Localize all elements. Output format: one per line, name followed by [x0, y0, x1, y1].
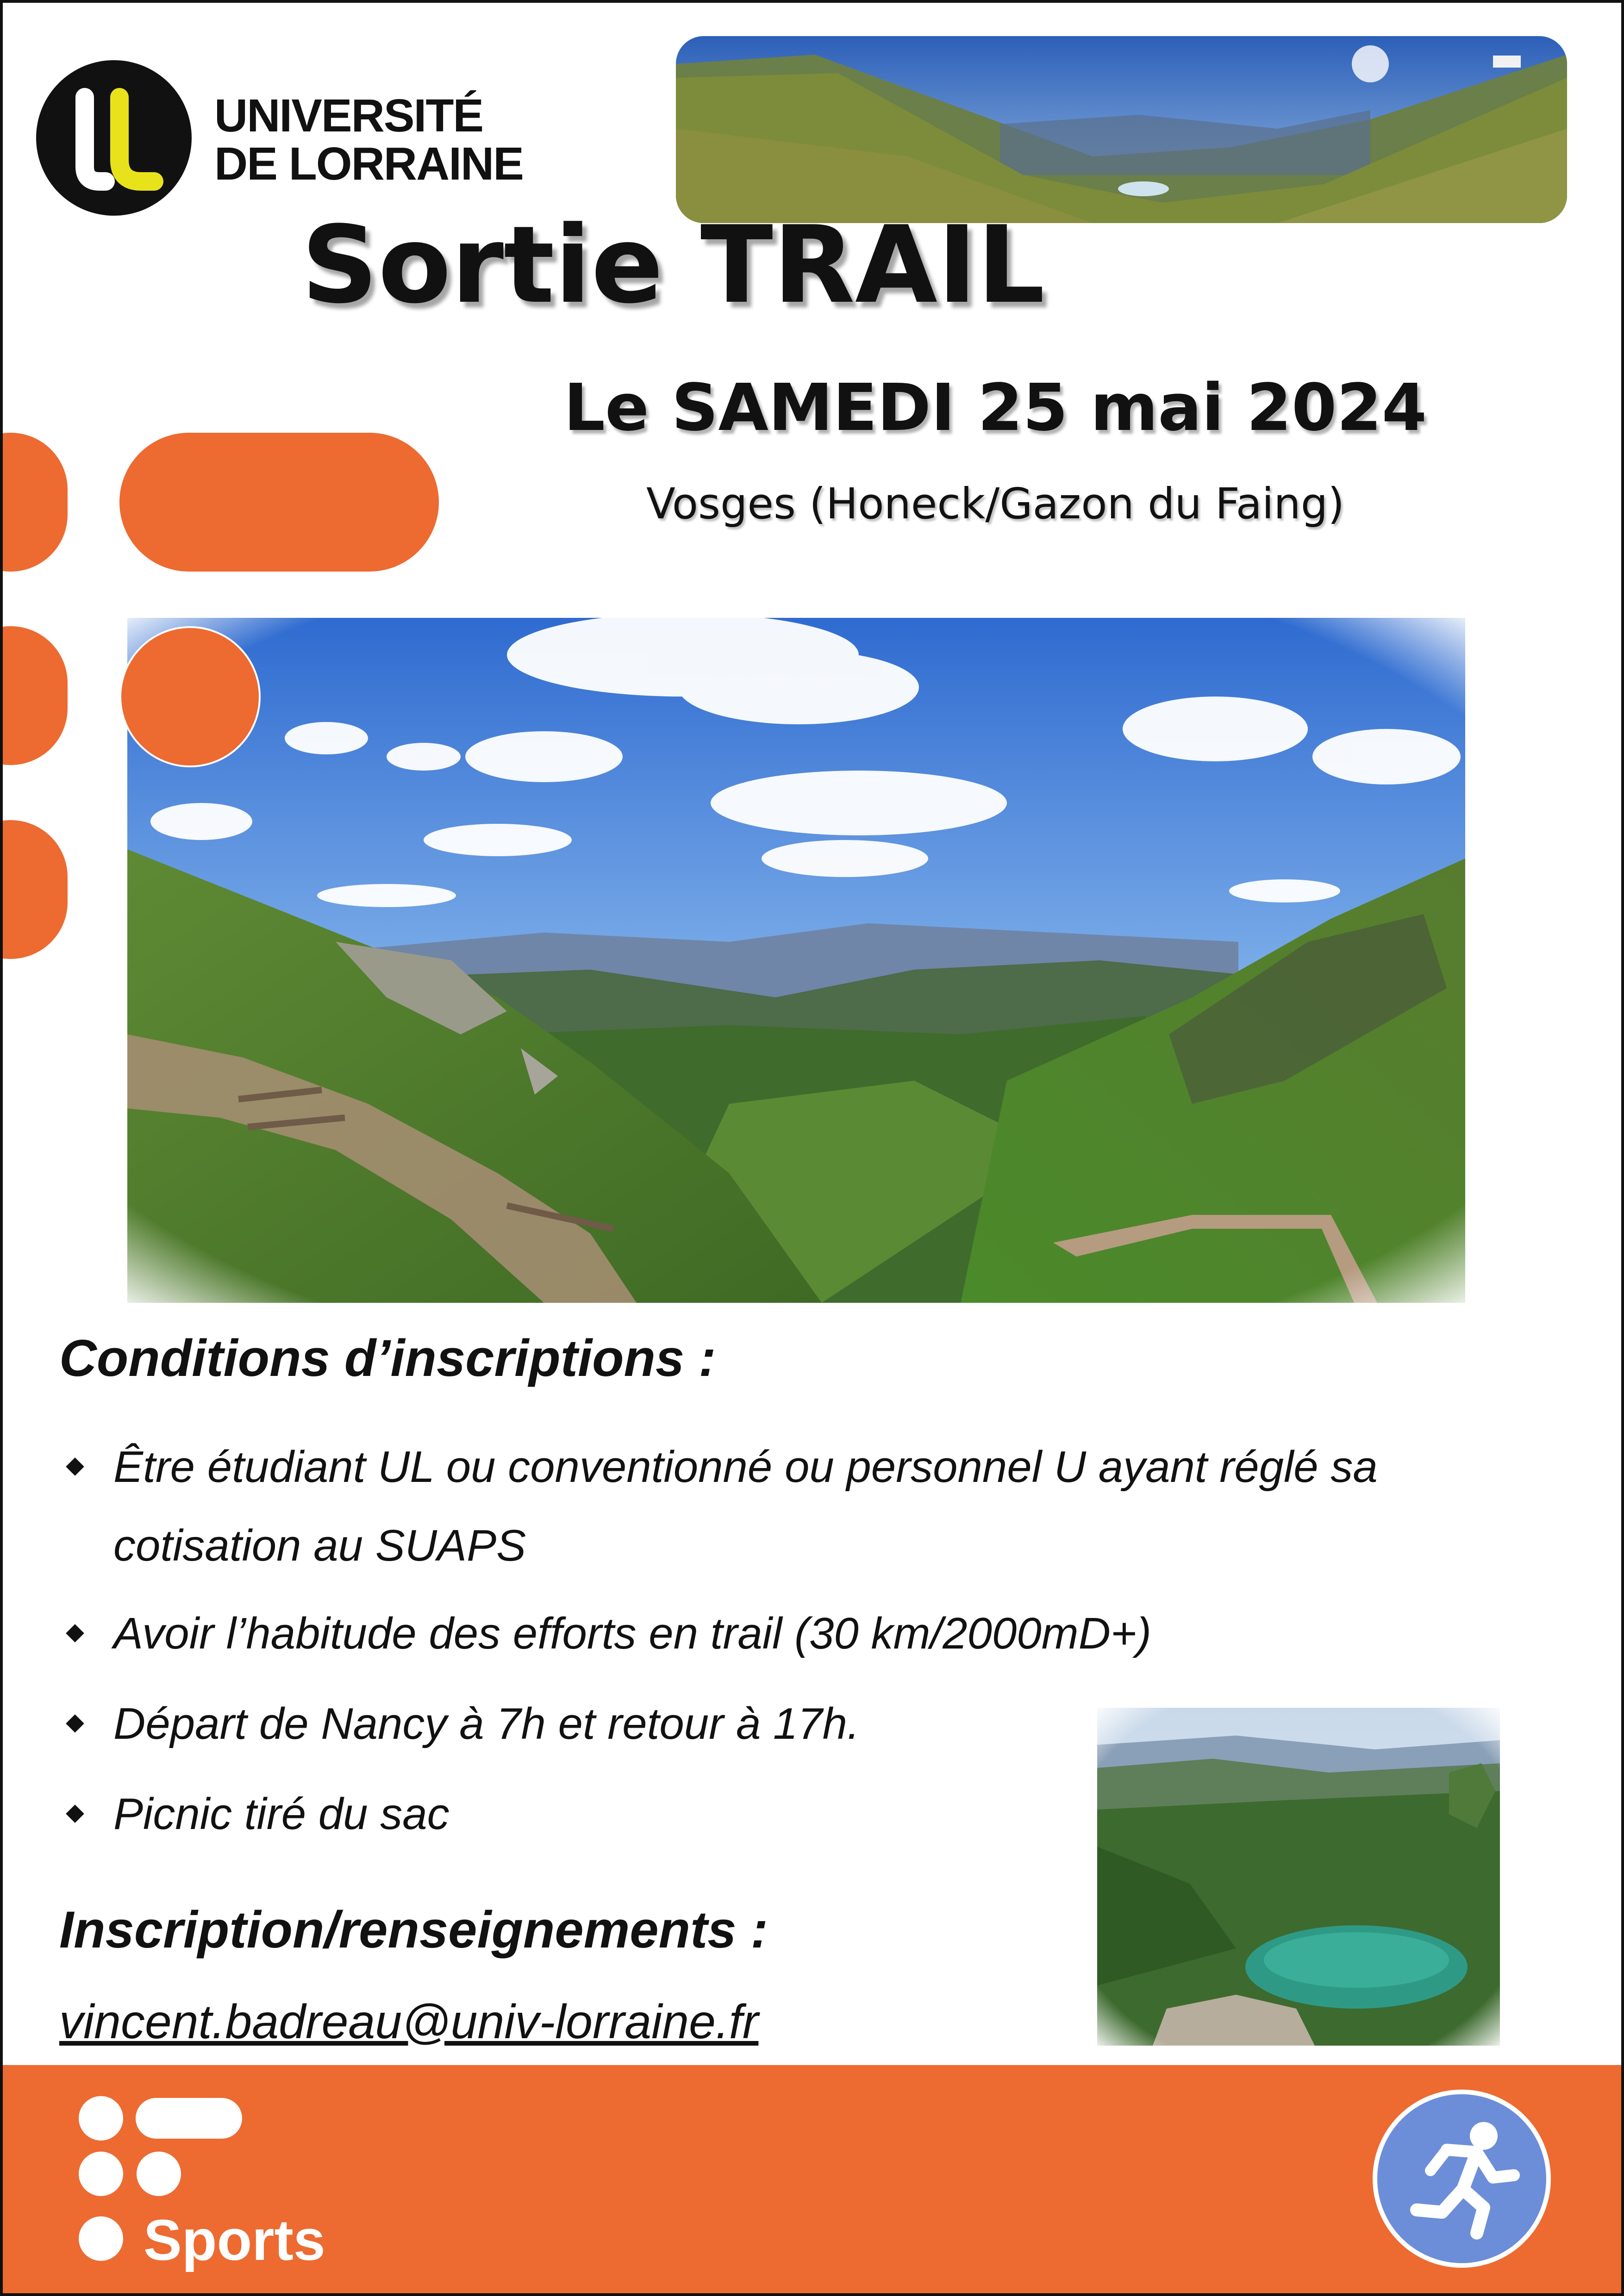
- runner-badge: [1373, 2090, 1551, 2268]
- contact-heading: Inscription/renseignements :: [59, 1901, 768, 1959]
- ul-logo-mark-icon: [36, 60, 192, 216]
- conditions-item-text: Picnic tiré du sac: [113, 1789, 450, 1839]
- sports-label: Sports: [144, 2209, 325, 2272]
- diamond-bullet-icon: [66, 1804, 84, 1823]
- conditions-item-text: Être étudiant UL ou conventionné ou personnel U ayant réglé sa cotisation au SUAPS: [113, 1442, 1378, 1570]
- event-location: Vosges (Honeck/Gazon du Faing): [646, 479, 1345, 529]
- sports-logo-dot-icon: [78, 2215, 124, 2262]
- diamond-bullet-icon: [66, 1714, 84, 1733]
- university-name: [214, 92, 523, 188]
- runner-icon: [1377, 2094, 1546, 2263]
- university-logo: [36, 60, 523, 218]
- conditions-heading: Conditions d’inscriptions :: [59, 1329, 716, 1387]
- conditions-item: [65, 1594, 1523, 1673]
- university-name-line1: UNIVERSITÉ: [214, 90, 483, 142]
- event-date: Le SAMEDI 25 mai 2024: [563, 370, 1427, 446]
- diamond-bullet-icon: [66, 1624, 84, 1643]
- sports-logo-mark-icon: [78, 2095, 244, 2215]
- contact-email-link[interactable]: vincent.badreau@univ-lorraine.fr: [59, 1995, 759, 2049]
- conditions-item-text: Avoir l’habitude des efforts en trail (30 km/2000mD+): [113, 1609, 1151, 1658]
- diamond-bullet-icon: [66, 1457, 84, 1476]
- decor-blob-pill: [119, 433, 439, 572]
- top-panorama-photo: [676, 36, 1567, 223]
- university-name-line2: DE LORRAINE: [214, 138, 523, 190]
- main-valley-photo: [127, 618, 1465, 1303]
- decor-blob-circle: [119, 626, 261, 767]
- conditions-item-text: Départ de Nancy à 7h et retour à 17h.: [113, 1699, 860, 1748]
- decor-blob-half-1: [0, 433, 68, 572]
- lake-photo: [1097, 1708, 1500, 2046]
- poster-title: Sortie TRAIL: [301, 204, 1045, 327]
- decor-blob-half-3: [0, 820, 68, 959]
- decor-blob-half-2: [0, 626, 68, 765]
- conditions-item: [65, 1428, 1493, 1585]
